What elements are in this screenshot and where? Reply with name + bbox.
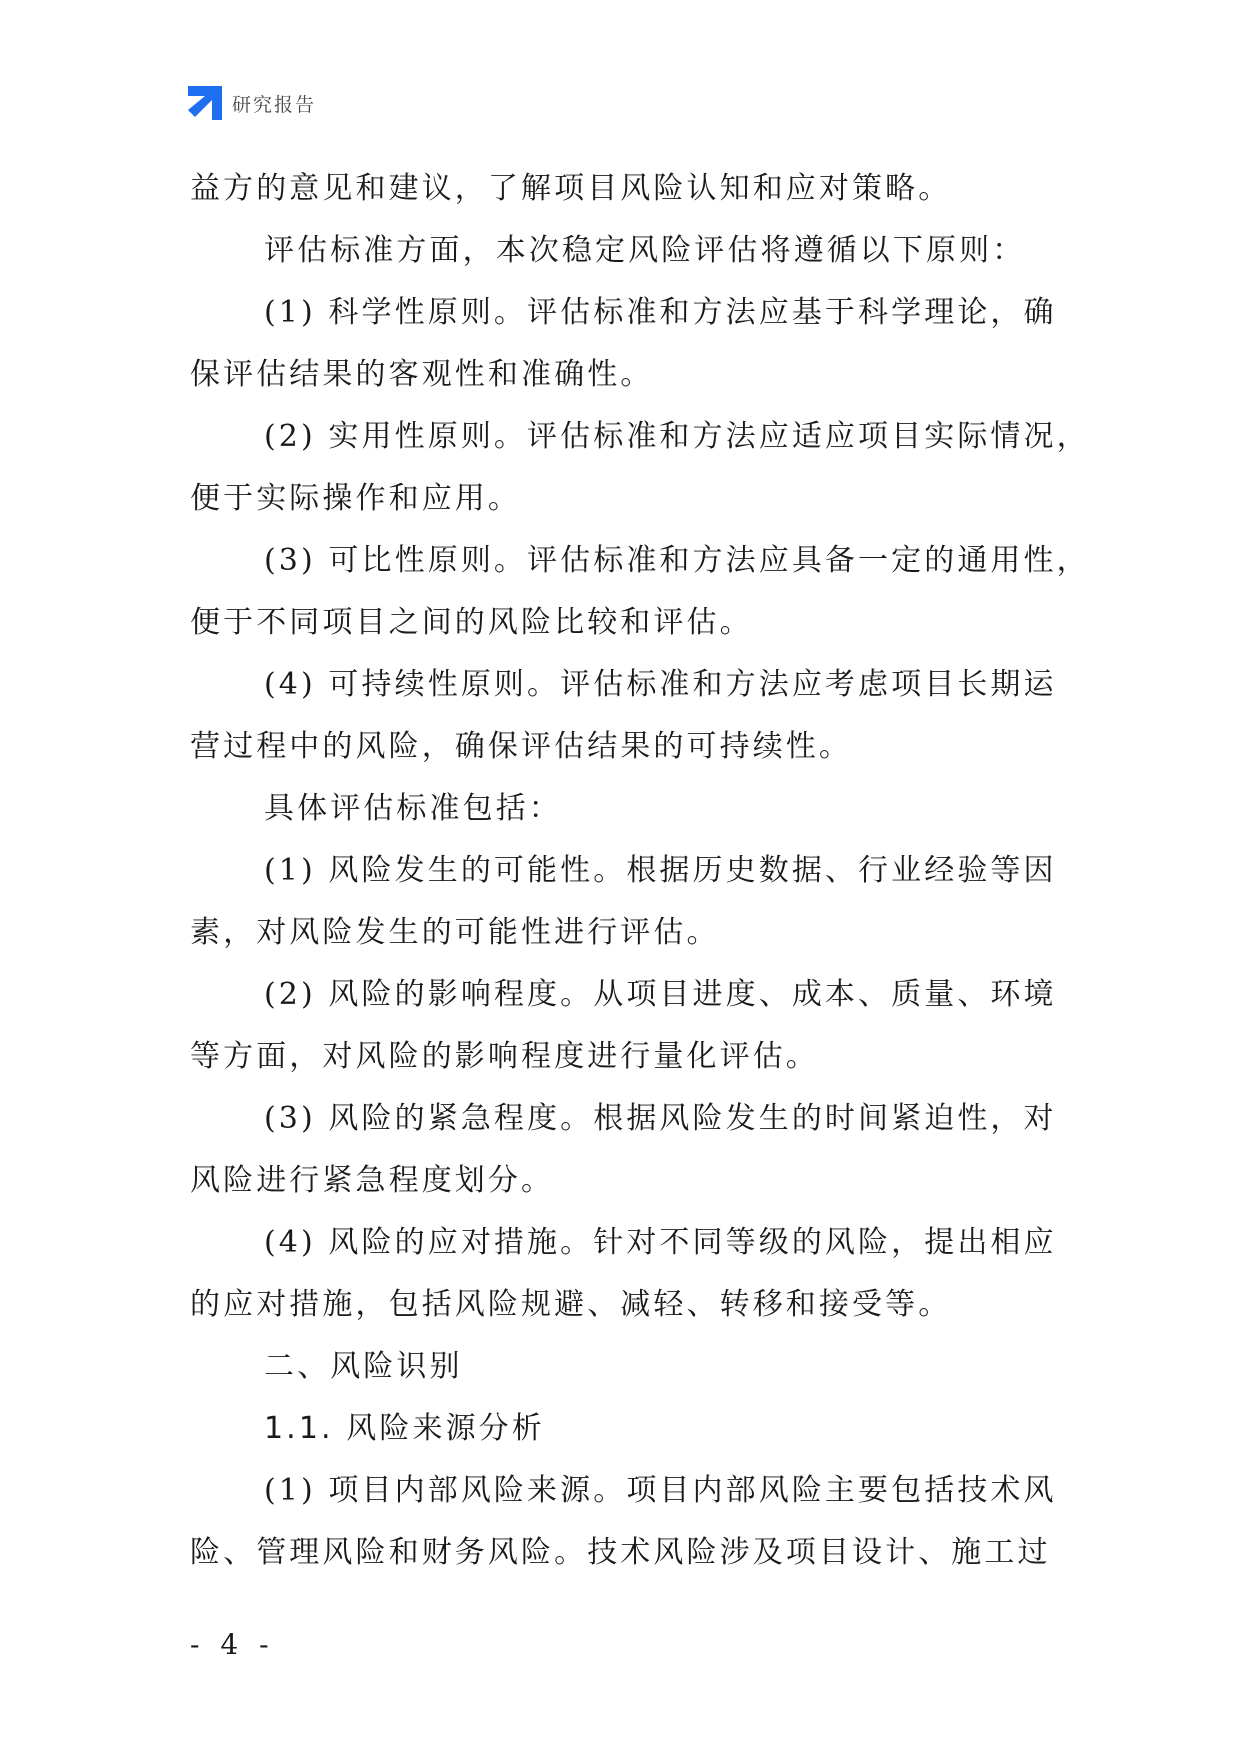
paragraph-line: 的应对措施，包括风险规避、减轻、转移和接受等。: [190, 1287, 952, 1322]
paragraph-line: 评估标准方面，本次稳定风险评估将遵循以下原则：: [264, 233, 1026, 268]
paragraph-line: (4) 风险的应对措施。针对不同等级的风险，提出相应: [264, 1225, 1057, 1260]
paragraph-line: (3) 风险的紧急程度。根据风险发生的时间紧迫性，对: [264, 1101, 1057, 1136]
paragraph-line: 风险进行紧急程度划分。: [190, 1163, 555, 1198]
paragraph-line: 保评估结果的客观性和准确性。: [190, 357, 654, 392]
page-number: - 4 -: [190, 1628, 275, 1661]
arrow-up-right-icon: [188, 86, 222, 120]
paragraph-line: (1) 科学性原则。评估标准和方法应基于科学理论，确: [264, 295, 1057, 330]
subsection-heading: 1.1. 风险来源分析: [264, 1411, 545, 1446]
document-body: [190, 158, 1090, 1584]
paragraph-line: (3) 可比性原则。评估标准和方法应具备一定的通用性，: [264, 543, 1090, 578]
paragraph-line: 便于不同项目之间的风险比较和评估。: [190, 605, 753, 640]
paragraph-line: 具体评估标准包括：: [264, 791, 562, 826]
paragraph-line: 险、管理风险和财务风险。技术风险涉及项目设计、施工过: [190, 1535, 1051, 1570]
paragraph-line: (2) 实用性原则。评估标准和方法应适应项目实际情况，: [264, 419, 1090, 454]
paragraph-line: 益方的意见和建议，了解项目风险认知和应对策略。: [190, 171, 952, 206]
paragraph-line: 便于实际操作和应用。: [190, 481, 521, 516]
paragraph-line: (2) 风险的影响程度。从项目进度、成本、质量、环境: [264, 977, 1057, 1012]
paragraph-line: 营过程中的风险，确保评估结果的可持续性。: [190, 729, 852, 764]
paragraph-line: 素，对风险发生的可能性进行评估。: [190, 915, 720, 950]
header-title: 研究报告: [232, 93, 317, 116]
paragraph-line: (1) 项目内部风险来源。项目内部风险主要包括技术风: [264, 1473, 1057, 1508]
paragraph-line: (1) 风险发生的可能性。根据历史数据、行业经验等因: [264, 853, 1057, 888]
report-header: [188, 86, 316, 120]
section-heading: 二、风险识别: [264, 1349, 463, 1384]
paragraph-line: (4) 可持续性原则。评估标准和方法应考虑项目长期运: [264, 667, 1057, 702]
paragraph-line: 等方面，对风险的影响程度进行量化评估。: [190, 1039, 819, 1074]
